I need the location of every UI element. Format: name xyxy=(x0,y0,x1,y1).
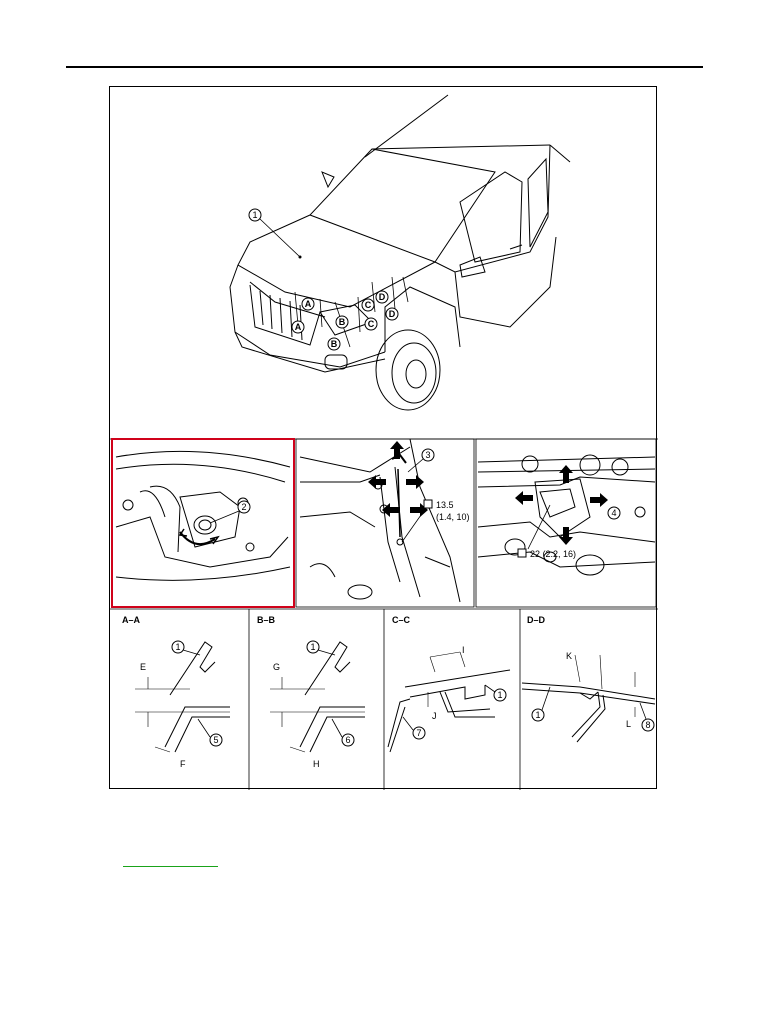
section-bb-dim-G: G xyxy=(273,662,281,672)
highlight-frame xyxy=(112,439,294,607)
callout-1-label: 1 xyxy=(252,210,258,220)
section-cc-title: C–C xyxy=(392,615,411,625)
callout-C-top: C xyxy=(364,300,372,310)
section-aa-callout-1: 1 xyxy=(175,642,181,652)
section-bb-callout-1: 1 xyxy=(310,642,316,652)
vehicle-callouts xyxy=(249,209,408,350)
section-cc-callout-7: 7 xyxy=(416,728,422,738)
callout-4-label: 4 xyxy=(611,508,617,518)
section-dd-dim-L: L xyxy=(626,719,632,729)
link-underline[interactable] xyxy=(123,866,218,867)
callout-D-top: D xyxy=(378,292,386,302)
section-dd-callout-8: 8 xyxy=(645,720,651,730)
header-rule xyxy=(66,66,703,68)
section-aa-title: A–A xyxy=(122,615,141,625)
callout-D-bottom: D xyxy=(388,309,396,319)
torque-latch-value: 22 (2.2, 16) xyxy=(530,549,577,559)
section-cc-dim-J: J xyxy=(432,711,437,721)
callout-C-bottom: C xyxy=(367,319,375,329)
callout-A-bottom: A xyxy=(294,322,302,332)
section-aa xyxy=(122,615,230,769)
section-bb-title: B–B xyxy=(257,615,276,625)
section-dd-title: D–D xyxy=(527,615,546,625)
hood-diagram xyxy=(109,86,657,789)
section-bb-callout-6: 6 xyxy=(345,735,351,745)
section-aa-callout-5: 5 xyxy=(213,735,219,745)
section-cc xyxy=(388,615,510,752)
hood-latch-panel xyxy=(476,439,656,607)
section-cc-dim-I: I xyxy=(462,645,465,655)
callout-3-label: 3 xyxy=(425,450,431,460)
section-dd xyxy=(522,615,655,742)
callout-A-top: A xyxy=(304,299,312,309)
section-dd-dim-K: K xyxy=(566,651,573,661)
callout-2-label: 2 xyxy=(241,502,247,512)
section-bb xyxy=(257,615,365,769)
section-cc-callout-1: 1 xyxy=(497,690,503,700)
section-aa-dim-F: F xyxy=(180,759,186,769)
torque-top-value: 13.5 xyxy=(436,500,454,510)
diagram-svg xyxy=(110,87,658,790)
section-bb-dim-H: H xyxy=(313,759,320,769)
vehicle-illustration xyxy=(230,95,570,410)
section-aa-dim-E: E xyxy=(140,662,147,672)
callout-B-bottom: B xyxy=(330,339,338,349)
hood-stay-panel xyxy=(112,439,294,607)
hood-cable-panel xyxy=(296,439,474,607)
section-dd-callout-1: 1 xyxy=(535,710,541,720)
torque-top-alt: (1.4, 10) xyxy=(436,512,470,522)
callout-B-top: B xyxy=(338,317,346,327)
